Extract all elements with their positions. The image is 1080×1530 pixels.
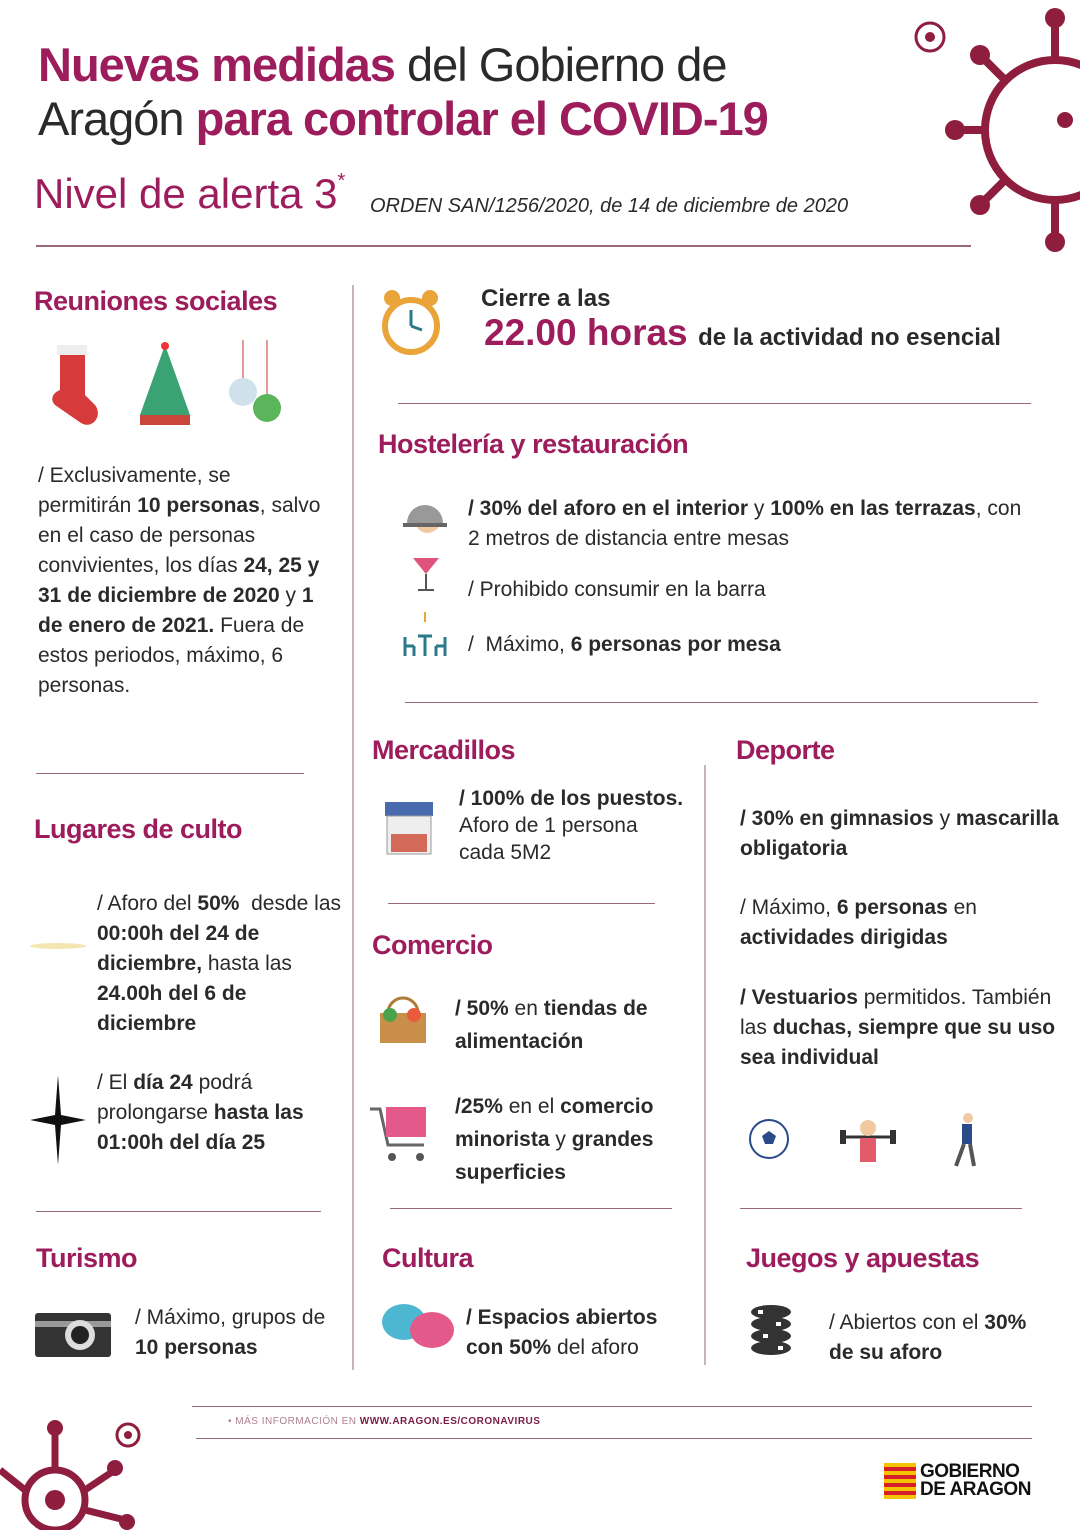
alert-asterisk: * <box>337 170 346 192</box>
text-run: del aforo <box>551 1336 639 1359</box>
virus-icon <box>945 0 1080 260</box>
alarm-clock-icon <box>380 284 442 360</box>
text-run: / Máximo, <box>468 633 571 656</box>
title-line-2 <box>38 92 938 146</box>
deporte-item-1 <box>740 804 1065 864</box>
closing-time: 22.00 horas <box>484 312 688 353</box>
text-run-bold: Nuevas medidas <box>38 38 395 91</box>
casino-chips-icon <box>748 1302 794 1358</box>
turismo-text <box>135 1303 345 1363</box>
alert-level <box>34 170 345 218</box>
text-run: / El <box>97 1071 134 1094</box>
text-run: y <box>549 1128 572 1151</box>
culto-item-1 <box>97 889 347 1039</box>
text-run-bold: / 30% en gimnasios <box>740 807 934 830</box>
text-run: / Exclusivamente, se permitirán <box>38 464 237 517</box>
text-run-bold: / 100% de los puestos. <box>459 787 684 810</box>
text-run: , salvo en el caso de personas convivientes, los días <box>38 494 327 577</box>
footer-info-text: MÁS INFORMACIÓN EN <box>235 1416 360 1427</box>
text-run-bold: / 50% <box>455 997 509 1020</box>
comercio-item-2 <box>455 1090 700 1189</box>
soccer-ball-icon <box>747 1117 791 1161</box>
text-run-bold: actividades dirigidas <box>740 926 948 949</box>
small-virus-icon <box>905 12 955 62</box>
text-run-bold: 100% en las terrazas <box>770 497 976 520</box>
logo-line-1: GOBIERNO <box>920 1461 1020 1482</box>
text-run: , con 2 metros de distancia entre mesas <box>468 497 1028 550</box>
page-title <box>38 38 938 146</box>
deporte-item-2 <box>740 893 1060 953</box>
cierre-time <box>484 312 1001 354</box>
small-virus-icon-bottom <box>108 1415 148 1455</box>
text-run: / Abiertos con el <box>829 1311 985 1334</box>
cultura-text <box>466 1303 696 1363</box>
text-run-bold: 30% de su aforo <box>829 1311 1033 1364</box>
text-run: desde las <box>239 892 347 915</box>
table-chairs-icon <box>400 612 450 658</box>
header-divider <box>36 245 971 247</box>
cierre-line1: Cierre a las <box>481 285 611 312</box>
footer-divider-bottom <box>196 1438 1032 1439</box>
cierre-rest: de la actividad no esencial <box>698 324 1001 351</box>
divider <box>398 403 1031 404</box>
christmas-stocking-icon <box>45 340 105 430</box>
divider <box>740 1208 1022 1209</box>
text-run: Aragón <box>38 92 196 145</box>
text-run: en <box>508 997 544 1020</box>
grocery-basket-icon <box>376 993 430 1047</box>
divider <box>390 1208 672 1209</box>
text-run: / Máximo, grupos de <box>135 1306 332 1329</box>
text-run: del Gobierno de <box>394 38 727 91</box>
section-title-juegos: Juegos y apuestas <box>746 1243 980 1273</box>
shopping-cart-icon <box>368 1101 432 1165</box>
camera-icon <box>35 1307 111 1357</box>
text-run-bold: 6 personas <box>836 896 948 919</box>
text-run: / Máximo, <box>740 896 837 919</box>
text-run-bold: grandes superficies <box>455 1128 660 1184</box>
text-run-bold: 1 de enero de 2021. <box>38 584 320 637</box>
food-cloche-icon <box>403 495 447 535</box>
reuniones-text <box>38 461 328 701</box>
text-run: y <box>279 584 302 607</box>
hosteleria-item-2 <box>468 575 1038 605</box>
divider <box>36 773 304 774</box>
text-run-bold: 00:00h del 24 de diciembre, <box>97 922 266 975</box>
ornaments-icon <box>225 340 285 430</box>
section-title-reuniones: Reuniones sociales <box>34 286 278 316</box>
text-run-bold: / Vestuarios <box>740 986 858 1009</box>
text-run: hasta las <box>202 952 298 975</box>
theater-masks-icon <box>380 1300 456 1352</box>
title-line-1 <box>38 38 938 92</box>
footer-info: • MÁS INFORMACIÓN EN WWW.ARAGON.ES/CORONAVIRUS <box>228 1416 541 1427</box>
section-title-comercio: Comercio <box>372 930 493 960</box>
text-run-bold: 50% <box>197 892 240 915</box>
aragon-flag-icon <box>884 1463 916 1499</box>
text-run-bold: / Espacios abiertos con 50% <box>466 1306 664 1359</box>
text-run-bold: 6 personas por mesa <box>570 633 781 656</box>
logo-line-2: DE ARAGON <box>920 1479 1031 1500</box>
text-run: podrá prolongarse <box>97 1071 259 1124</box>
text-run-bold: comercio minorista <box>455 1095 660 1151</box>
mercadillos-text <box>459 785 688 866</box>
hosteleria-item-3 <box>468 630 1038 660</box>
section-title-cultura: Cultura <box>382 1243 473 1273</box>
section-title-deporte: Deporte <box>736 735 835 765</box>
deporte-item-3 <box>740 983 1060 1073</box>
hosteleria-item-1 <box>468 494 1038 554</box>
text-run-bold: tiendas de alimentación <box>455 997 654 1053</box>
star-sparkle-icon <box>30 1075 86 1165</box>
cocktail-icon <box>411 550 441 594</box>
market-stall-icon <box>383 802 435 856</box>
text-run-bold: / 30% del aforo en el interior <box>468 497 749 520</box>
text-run-bold: 10 personas <box>135 1336 258 1359</box>
text-run: y <box>933 807 956 830</box>
text-run: permitidos. También las <box>740 986 1058 1039</box>
text-run-bold: mascarilla obligatoria <box>740 807 1065 860</box>
culto-item-2 <box>97 1068 347 1158</box>
text-run: / Prohibido consumir en la barra <box>468 578 766 601</box>
text-run-bold: para controlar el COVID-19 <box>195 92 768 145</box>
alert-level-text: Nivel de alerta 3 <box>34 170 338 217</box>
order-reference: ORDEN SAN/1256/2020, de 14 de diciembre de 2020 <box>370 195 849 217</box>
column-divider-right <box>704 765 706 1365</box>
footer-url-link[interactable]: WWW.ARAGON.ES/CORONAVIRUS <box>359 1416 541 1427</box>
text-run-bold: hasta las 01:00h del día 25 <box>97 1101 310 1154</box>
section-title-hosteleria: Hostelería y restauración <box>378 429 689 459</box>
text-run-bold: 24, 25 y 31 de diciembre de 2020 <box>38 554 326 607</box>
section-title-culto: Lugares de culto <box>34 814 243 844</box>
divider <box>388 903 655 904</box>
gobierno-aragon-logo <box>884 1463 1031 1499</box>
text-run: en el <box>502 1095 561 1118</box>
divider <box>405 702 1038 703</box>
christmas-tree-icon <box>135 340 195 430</box>
section-title-turismo: Turismo <box>36 1243 138 1273</box>
column-divider-left <box>352 285 354 1370</box>
text-run: en <box>947 896 983 919</box>
comercio-item-1 <box>455 992 695 1058</box>
sparkle-glow-icon <box>28 936 88 956</box>
text-run-bold: /25% <box>455 1095 503 1118</box>
text-run-bold: día 24 <box>133 1071 193 1094</box>
juegos-text <box>829 1308 1049 1368</box>
text-run-bold: duchas, siempre que su uso sea individual <box>740 1016 1061 1069</box>
text-run: y <box>748 497 771 520</box>
footer-divider-top <box>192 1406 1032 1407</box>
section-title-mercadillos: Mercadillos <box>372 735 516 765</box>
divider <box>36 1211 321 1212</box>
text-run-bold: 10 personas <box>137 494 260 517</box>
text-run-bold: 24.00h del 6 de diciembre <box>97 982 253 1035</box>
runner-icon <box>942 1110 982 1170</box>
text-run: Fuera de estos periodos, máximo, 6 personas. <box>38 614 310 697</box>
weightlifter-icon <box>838 1112 898 1166</box>
text-run: / Aforo del <box>97 892 198 915</box>
text-run: Aforo de 1 persona cada 5M2 <box>459 787 688 864</box>
